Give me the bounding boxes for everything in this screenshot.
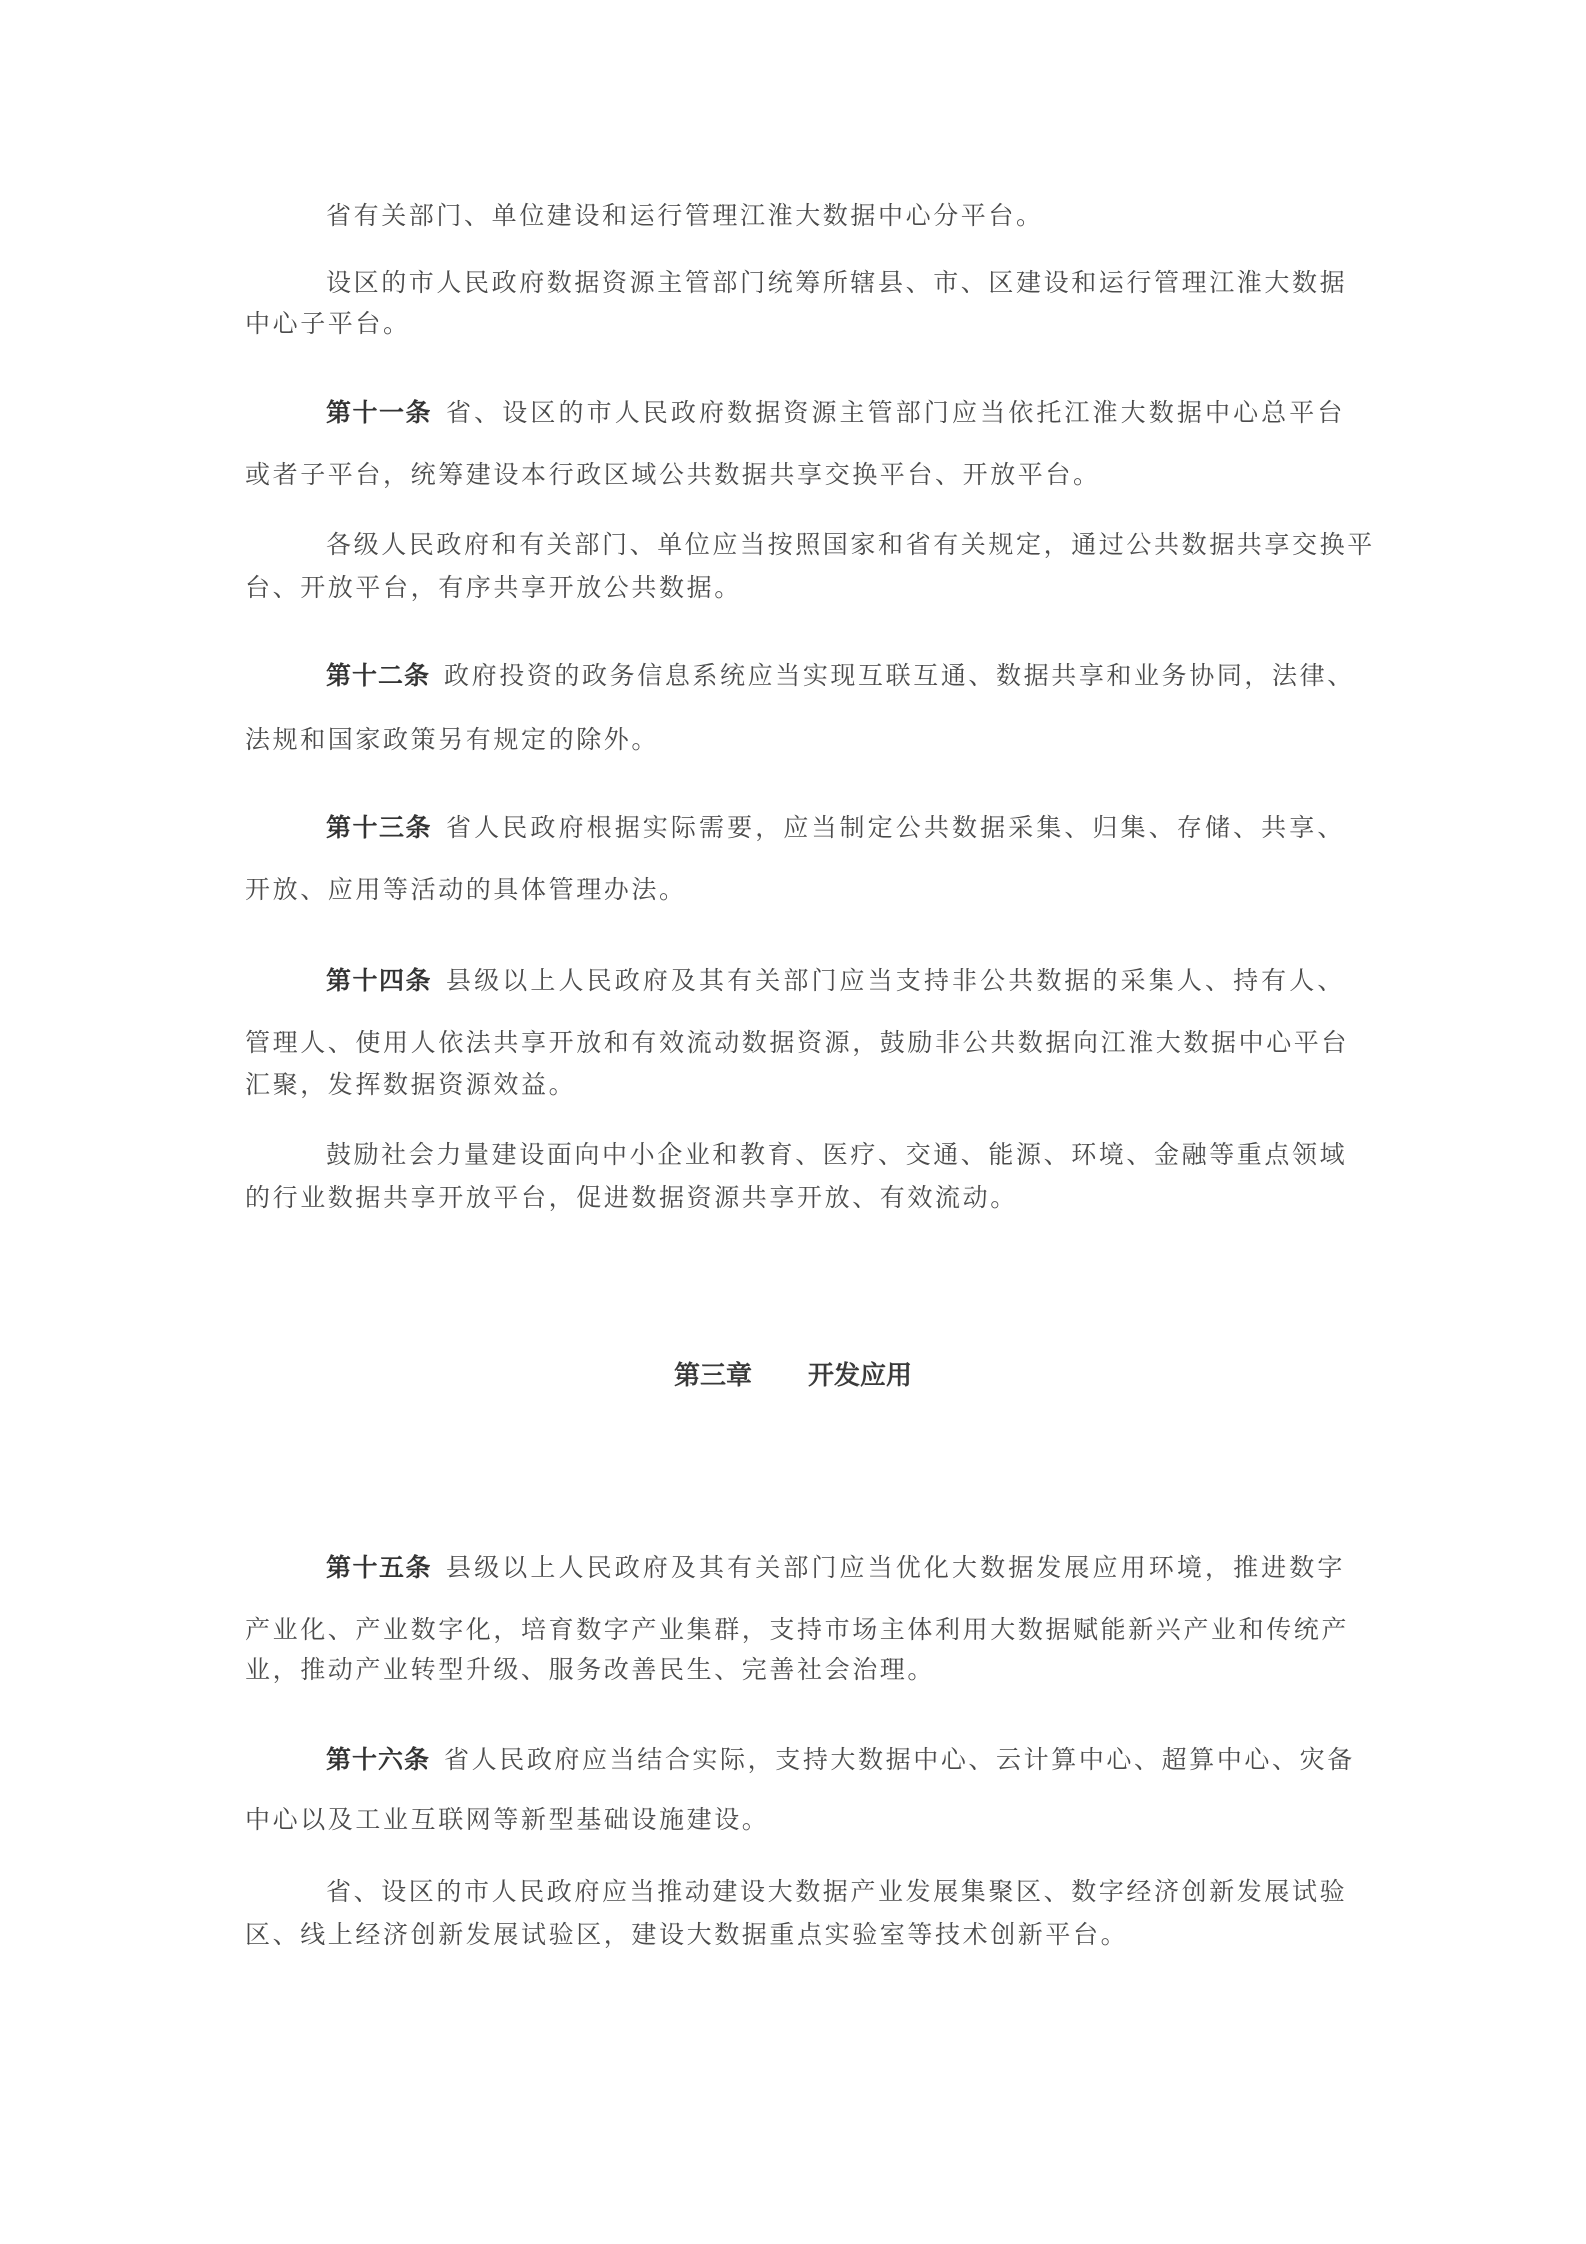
paragraph-line — [245, 1612, 1350, 1648]
paragraph-line — [326, 527, 1375, 563]
line-text: 鼓励社会力量建设面向中小企业和教育、医疗、交通、能源、环境、金融等重点领域 — [326, 1140, 1348, 1169]
line-text: 省、设区的市人民政府数据资源主管部门应当依托江淮大数据中心总平台 — [446, 398, 1345, 427]
line-text: 台、开放平台，有序共享开放公共数据。 — [245, 573, 742, 602]
line-text: 设区的市人民政府数据资源主管部门统筹所辖县、市、区建设和运行管理江淮大数据 — [326, 268, 1348, 297]
article-number: 第十四条 — [326, 966, 433, 995]
line-text: 的行业数据共享开放平台，促进数据资源共享开放、有效流动。 — [245, 1183, 1018, 1212]
paragraph-line — [245, 306, 1345, 342]
line-text: 县级以上人民政府及其有关部门应当支持非公共数据的采集人、持有人、 — [446, 966, 1345, 995]
article-paragraph-line — [326, 810, 1345, 846]
paragraph-line — [245, 872, 1345, 908]
line-text: 各级人民政府和有关部门、单位应当按照国家和省有关规定，通过公共数据共享交换平 — [326, 530, 1375, 559]
article-number: 第十一条 — [326, 398, 433, 427]
paragraph-line — [245, 1802, 1345, 1838]
line-text: 汇聚，发挥数据资源效益。 — [245, 1070, 577, 1099]
article-paragraph-line — [326, 1742, 1355, 1778]
paragraph-line — [245, 722, 1345, 758]
paragraph-line — [245, 1180, 1345, 1216]
paragraph-line — [245, 457, 1345, 493]
line-text: 管理人、使用人依法共享开放和有效流动数据资源，鼓励非公共数据向江淮大数据中心平台 — [245, 1028, 1350, 1057]
line-text: 开放、应用等活动的具体管理办法。 — [245, 875, 687, 904]
paragraph-line — [245, 1025, 1350, 1061]
article-number: 第十五条 — [326, 1553, 433, 1582]
line-text: 法规和国家政策另有规定的除外。 — [245, 725, 660, 754]
line-text: 省有关部门、单位建设和运行管理江淮大数据中心分平台。 — [326, 201, 1044, 230]
article-number: 第十二条 — [326, 661, 431, 690]
line-text: 省、设区的市人民政府应当推动建设大数据产业发展集聚区、数字经济创新发展试验 — [326, 1877, 1348, 1906]
line-text: 中心子平台。 — [245, 309, 411, 338]
line-text: 中心以及工业互联网等新型基础设施建设。 — [245, 1805, 770, 1834]
paragraph-line — [326, 1137, 1348, 1173]
line-text: 区、线上经济创新发展试验区，建设大数据重点实验室等技术创新平台。 — [245, 1920, 1129, 1949]
paragraph-line — [326, 198, 1345, 234]
line-text: 省人民政府应当结合实际，支持大数据中心、云计算中心、超算中心、灾备 — [444, 1745, 1355, 1774]
article-paragraph-line — [326, 963, 1345, 999]
article-paragraph-line — [326, 658, 1355, 694]
line-text: 省人民政府根据实际需要，应当制定公共数据采集、归集、存储、共享、 — [446, 813, 1345, 842]
line-text: 产业化、产业数字化，培育数字产业集群，支持市场主体利用大数据赋能新兴产业和传统产 — [245, 1615, 1350, 1644]
paragraph-line — [245, 1917, 1345, 1953]
chapter-title: 开发应用 — [808, 1361, 913, 1391]
line-text: 县级以上人民政府及其有关部门应当优化大数据发展应用环境，推进数字 — [446, 1553, 1345, 1582]
paragraph-line — [245, 570, 1345, 606]
article-number: 第十三条 — [326, 813, 433, 842]
article-number: 第十六条 — [326, 1745, 431, 1774]
paragraph-line — [326, 265, 1348, 301]
chapter-heading — [0, 1358, 1586, 1394]
chapter-number: 第三章 — [673, 1361, 752, 1391]
article-paragraph-line — [326, 395, 1345, 431]
paragraph-line — [245, 1067, 1345, 1103]
line-text: 业，推动产业转型升级、服务改善民生、完善社会治理。 — [245, 1655, 936, 1684]
paragraph-line — [245, 1652, 1345, 1688]
line-text: 或者子平台，统筹建设本行政区域公共数据共享交换平台、开放平台。 — [245, 460, 1101, 489]
article-paragraph-line — [326, 1550, 1345, 1586]
paragraph-line — [326, 1874, 1348, 1910]
line-text: 政府投资的政务信息系统应当实现互联互通、数据共享和业务协同，法律、 — [444, 661, 1355, 690]
